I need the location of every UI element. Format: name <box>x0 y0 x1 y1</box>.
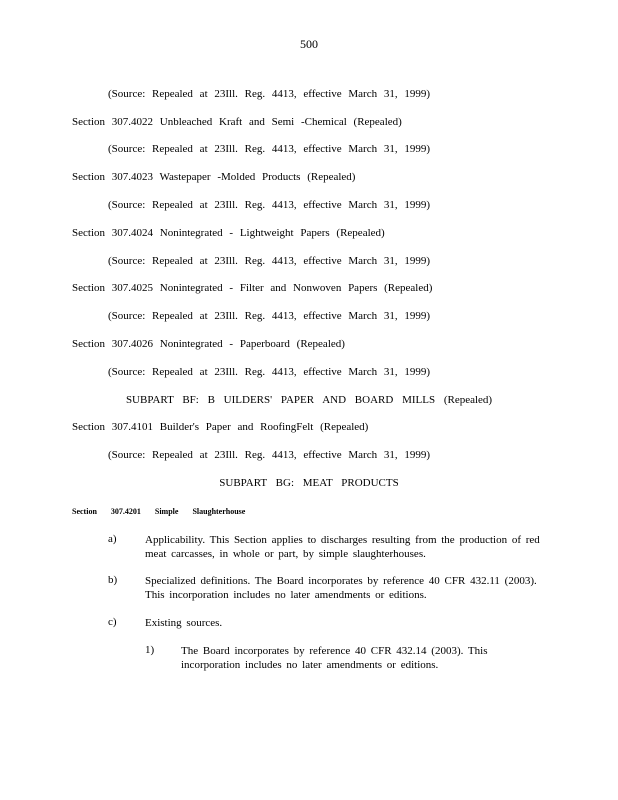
subpart-heading: SUBPART BG: MEAT PRODUCTS <box>219 477 399 489</box>
source-note: (Source: Repealed at 23Ill. Reg. 4413, effective March 31, 1999) <box>108 143 431 155</box>
section-heading: Section 307.4025 Nonintegrated - Filter and Nonwoven Papers (Repealed) <box>72 282 433 294</box>
subpart-heading: SUBPART BF: B UILDERS' PAPER AND BOARD MILLS (Repealed) <box>125 394 493 406</box>
section-heading: Section 307.4101 Builder's Paper and RoofingFelt (Repealed) <box>72 421 369 433</box>
item-text-c: Existing sources. <box>145 617 223 629</box>
page-number: 500 <box>300 37 318 51</box>
source-note: (Source: Repealed at 23Ill. Reg. 4413, effective March 31, 1999) <box>108 366 431 378</box>
item-label-c1: 1) <box>145 644 155 656</box>
section-heading: Section 307.4022 Unbleached Kraft and Semi -Chemical (Repealed) <box>72 116 402 128</box>
item-text-c1: The Board incorporates by reference 40 CFR 432.14 (2003). This incorporation includes no later amendments or editions. <box>181 645 488 671</box>
item-label-b: b) <box>108 574 118 586</box>
source-note: (Source: Repealed at 23Ill. Reg. 4413, effective March 31, 1999) <box>108 255 431 267</box>
item-label-a: a) <box>108 533 117 545</box>
source-note: (Source: Repealed at 23Ill. Reg. 4413, effective March 31, 1999) <box>108 199 431 211</box>
source-note: (Source: Repealed at 23Ill. Reg. 4413, effective March 31, 1999) <box>108 88 431 100</box>
section-heading: Section 307.4026 Nonintegrated - Paperboard (Repealed) <box>72 338 345 350</box>
item-label-c: c) <box>108 616 117 628</box>
section-heading: Section 307.4201 Simple Slaughterhouse <box>72 507 246 516</box>
section-heading: Section 307.4023 Wastepaper -Molded Products (Repealed) <box>72 171 356 183</box>
source-note: (Source: Repealed at 23Ill. Reg. 4413, effective March 31, 1999) <box>108 449 431 461</box>
item-text-b: Specialized definitions. The Board incorporates by reference 40 CFR 432.11 (2003). This incorporation includes no later amendments or editions. <box>145 575 537 601</box>
item-text-a: Applicability. This Section applies to discharges resulting from the production of red meat carcasses, in whole or part, by simple slaughterhouses. <box>145 534 540 560</box>
section-heading: Section 307.4024 Nonintegrated - Lightweight Papers (Repealed) <box>72 227 385 239</box>
source-note: (Source: Repealed at 23Ill. Reg. 4413, effective March 31, 1999) <box>108 310 431 322</box>
